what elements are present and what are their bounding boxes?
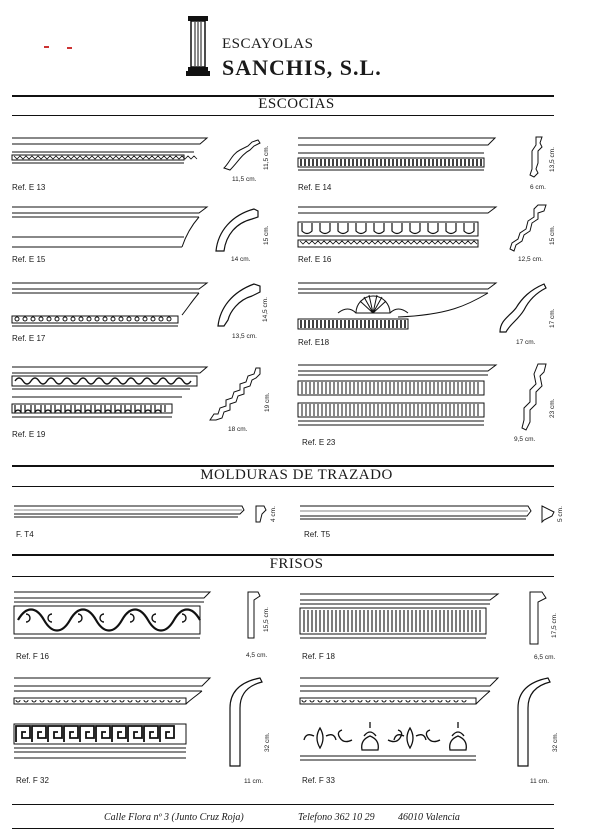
- ref-f32: Ref. F 32: [16, 776, 49, 785]
- moulding-t5: [300, 506, 532, 522]
- profile-f33: [514, 678, 550, 768]
- width-e14: 6 cm.: [530, 184, 546, 191]
- profile-e16: [508, 205, 548, 253]
- moulding-e13: [12, 138, 212, 170]
- ref-e18: Ref. E18: [298, 338, 330, 347]
- divider: [12, 828, 554, 829]
- footer-address: Calle Flora nº 3 (Junto Cruz Roja): [104, 812, 244, 823]
- column-logo-icon: [186, 16, 210, 76]
- profile-e13: [222, 140, 262, 170]
- ref-f16: Ref. F 16: [16, 652, 49, 661]
- width-f32: 11 cm.: [244, 778, 264, 785]
- ref-e16: Ref. E 16: [298, 255, 332, 264]
- profile-f18: [528, 592, 548, 646]
- footer-city: 46010 Valencia: [398, 812, 460, 823]
- height-f18: 17,5 cm.: [551, 613, 558, 638]
- ref-f33: Ref. F 33: [302, 776, 335, 785]
- height-f16: 15,5 cm.: [263, 607, 270, 632]
- moulding-f18: [300, 594, 500, 646]
- moulding-f32: [14, 678, 214, 768]
- company-name: SANCHIS, S.L.: [222, 55, 382, 80]
- height-e14: 13,5 cm.: [549, 147, 556, 172]
- width-e17: 13,5 cm.: [232, 333, 257, 340]
- section-title-frisos: FRISOS: [269, 556, 324, 572]
- height-e17: 14,5 cm.: [262, 297, 269, 322]
- moulding-e15: [12, 207, 212, 252]
- section-title-escocias: ESCOCIAS: [258, 96, 335, 112]
- height-t5: 5 cm.: [557, 506, 564, 522]
- mark-dot: [67, 47, 72, 49]
- profile-f16: [246, 592, 262, 640]
- width-f18: 6,5 cm.: [534, 654, 556, 661]
- ref-f18: Ref. F 18: [302, 652, 335, 661]
- moulding-t4: [14, 506, 246, 520]
- company-line1: ESCAYOLAS: [222, 36, 314, 52]
- ref-e23: Ref. E 23: [302, 438, 336, 447]
- moulding-f33: [300, 678, 500, 768]
- moulding-e16: [298, 207, 498, 252]
- footer-phone: Telefono 362 10 29: [298, 812, 375, 823]
- mark-dot: [44, 46, 49, 48]
- height-e18: 17 cm.: [549, 308, 556, 328]
- profile-f32: [226, 678, 262, 768]
- profile-e15: [214, 207, 260, 253]
- width-e23: 9,5 cm.: [514, 436, 536, 443]
- moulding-e14: [298, 138, 498, 173]
- height-e23: 23 cm.: [549, 398, 556, 418]
- moulding-e19: [12, 367, 212, 423]
- width-e18: 17 cm.: [516, 339, 536, 346]
- height-f33: 32 cm.: [552, 732, 559, 752]
- section-title-molduras: MOLDURAS DE TRAZADO: [200, 467, 393, 483]
- divider: [12, 576, 554, 577]
- ref-e13: Ref. E 13: [12, 183, 46, 192]
- moulding-f16: [14, 592, 214, 642]
- width-e13: 11,5 cm.: [232, 176, 257, 183]
- profile-e23: [520, 364, 548, 432]
- profile-t5: [540, 506, 556, 522]
- width-e19: 18 cm.: [228, 426, 248, 433]
- profile-e19: [208, 366, 262, 422]
- divider: [12, 486, 554, 487]
- height-e15: 15 cm.: [263, 225, 270, 245]
- profile-e17: [216, 282, 262, 328]
- ref-e17: Ref. E 17: [12, 334, 46, 343]
- width-e16: 12,5 cm.: [518, 256, 543, 263]
- height-e16: 15 cm.: [549, 225, 556, 245]
- ref-e14: Ref. E 14: [298, 183, 332, 192]
- dentil-band: [301, 159, 481, 166]
- profile-e14: [528, 137, 548, 177]
- moulding-e23: [298, 365, 498, 431]
- profile-e18: [496, 282, 548, 334]
- greek-key-band: [16, 726, 174, 742]
- width-f33: 11 cm.: [530, 778, 550, 785]
- moulding-e17: [12, 283, 212, 329]
- ref-e19: Ref. E 19: [12, 430, 46, 439]
- ref-e15: Ref. E 15: [12, 255, 46, 264]
- height-e19: 19 cm.: [264, 392, 271, 412]
- width-e15: 14 cm.: [231, 256, 251, 263]
- profile-t4: [254, 506, 268, 522]
- ref-t4: F. T4: [16, 530, 34, 539]
- divider: [12, 804, 554, 805]
- height-f32: 32 cm.: [264, 732, 271, 752]
- divider: [12, 115, 554, 116]
- height-t4: 4 cm.: [270, 506, 277, 522]
- shell-ornament: [338, 295, 408, 313]
- moulding-e18: [298, 283, 498, 333]
- height-e13: 11,5 cm.: [263, 145, 270, 170]
- width-f16: 4,5 cm.: [246, 652, 268, 659]
- ref-t5: Ref. T5: [304, 530, 331, 539]
- urn-ornament: [304, 722, 466, 750]
